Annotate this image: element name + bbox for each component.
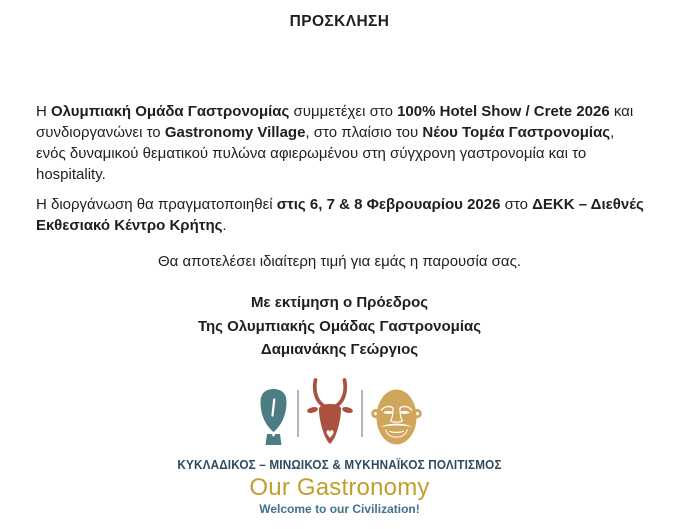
bull-right-horn — [336, 380, 345, 406]
logo-heading: ΚΥΚΛΑΔΙΚΟΣ – ΜΙΝΩΙΚΟΣ & ΜΥΚΗΝΑΪΚΟΣ ΠΟΛΙΤΙΣΜΟΣ — [177, 456, 502, 472]
signature-block — [0, 291, 679, 362]
logo-icon-row — [0, 377, 679, 449]
logo-brand-text: Our Gastronomy — [249, 473, 430, 501]
text-line: hospitality. — [36, 166, 106, 183]
cycladic-figurine-icon — [258, 388, 289, 446]
logo-separator — [361, 390, 363, 437]
signature-line: Της Ολυμπιακής Ομάδας Γαστρονομίας — [197, 317, 482, 335]
bull-left-ear — [307, 406, 319, 414]
paragraph-event-dates — [36, 194, 643, 236]
text-line: Η διοργάνωση θα πραγματοποιηθεί στις 6, 7 & 8 Φεβρουαρίου 2026 στο ΔΕΚΚ – Διεθνές — [36, 196, 644, 213]
mycenaean-mask-icon — [371, 388, 422, 446]
text-line: συνδιοργανώνει το Gastronomy Village, στο πλαίσιο του Νέου Τομέα Γαστρονομίας, — [36, 124, 615, 141]
signature-line: Με εκτίμηση ο Πρόεδρος — [250, 294, 429, 311]
gastronomy-logo — [0, 377, 679, 516]
logo-tagline: Welcome to our Civilization! — [259, 501, 420, 516]
honor-note: Θα αποτελέσει ιδιαίτερη τιμή για εμάς η παρουσία σας. — [158, 253, 521, 270]
figurine-neck — [265, 434, 281, 445]
document-body — [0, 101, 679, 236]
text-line: Η Ολυμπιακή Ομάδα Γαστρονομίας συμμετέχει στο 100% Hotel Show / Crete 2026 και — [36, 103, 634, 120]
mask-face — [376, 389, 416, 444]
bull-left-horn — [314, 380, 323, 406]
bull-right-ear — [341, 406, 353, 414]
logo-separator — [297, 390, 299, 437]
text-line: ενός δυναμικού θεματικού πυλώνα αφιερωμένου στη σύγχρονη γαστρονομία και το — [36, 145, 587, 162]
text-line: Εκθεσιακό Κέντρο Κρήτης. — [36, 217, 227, 234]
minoan-bull-icon — [307, 377, 353, 449]
paragraph-participation — [36, 101, 643, 185]
signature-line: Δαμιανάκης Γεώργιος — [260, 341, 419, 358]
page-title: ΠΡΟΣΚΛΗΣΗ — [289, 13, 390, 30]
